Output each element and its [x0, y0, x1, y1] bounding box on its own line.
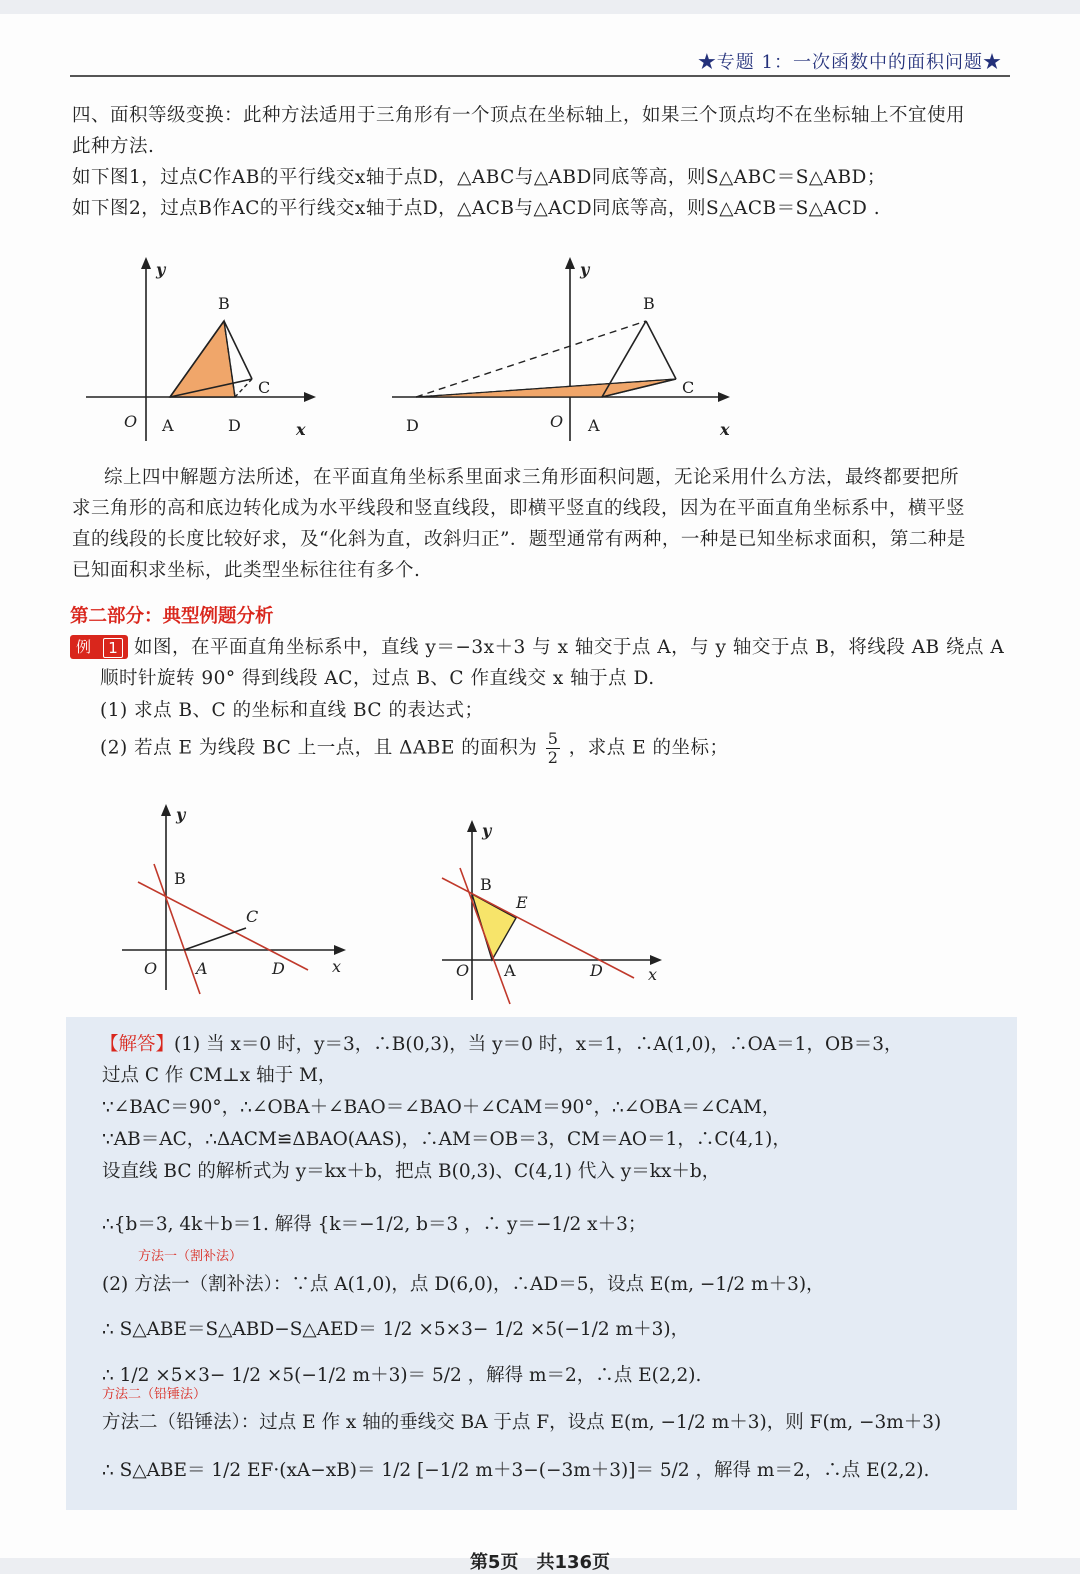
fig4-label-b: B	[480, 875, 492, 894]
fig3-x-arrow	[334, 945, 346, 955]
solution-box	[66, 1017, 1017, 1510]
frac-den: 2	[547, 748, 559, 767]
solution-method2: 方法二（铅锤法）：过点 E 作 x 轴的垂线交 BA 于点 F，设点 E(m, −1/2 m＋3)，则 F(m, −3m＋3)	[102, 1412, 942, 1433]
fig3-label-a: A	[196, 959, 208, 978]
fig2-label-a: A	[588, 416, 600, 435]
fig2-label-y: y	[580, 260, 590, 279]
fig2-label-x: x	[720, 420, 730, 439]
fig4-label-x: x	[648, 965, 658, 984]
fig1-label-o: O	[124, 412, 138, 431]
section4-line3: 如下图1，过点C作AB的平行线交x轴于点D，△ABC与△ABD同底等高，则S△ABC＝S△ABD；	[72, 167, 886, 188]
fig1-label-y: y	[156, 260, 166, 279]
solution-line6: ∴{b＝3, 4k＋b＝1. 解得 {k＝−1/2, b＝3 ，∴ y＝−1/2 x＋3；	[102, 1214, 647, 1235]
fig4-x-arrow	[650, 955, 662, 965]
fig3-label-x: x	[332, 957, 342, 976]
solution-method2-tag: 方法二（铅锤法）	[102, 1387, 207, 1402]
fig4-label-y: y	[482, 821, 492, 840]
solution-method1-c: ∴ 1/2 ×5×3− 1/2 ×5(−1/2 m＋3)＝ 5/2 ，解得 m＝2，∴点 E(2,2).	[102, 1365, 702, 1386]
fig3-label-o: O	[144, 959, 158, 978]
summary-line4: 已知面积求坐标，此类型坐标往往有多个.	[72, 560, 421, 581]
solution-method1-b: ∴ S△ABE＝S△ABD−S△AED＝ 1/2 ×5×3− 1/2 ×5(−1/2 m＋3)，	[102, 1319, 690, 1340]
fig2-label-c: C	[682, 378, 695, 397]
solution-method1: (2) 方法一（割补法）：∵点 A(1,0)，点 D(6,0)，∴AD＝5，设点 E(m, −1/2 m＋3)，	[102, 1274, 825, 1295]
section4-line4: 如下图2，过点B作AC的平行线交x轴于点D，△ACB与△ACD同底等高，则S△ACB＝S△ACD .	[72, 198, 881, 219]
fig1-y-arrow	[141, 257, 151, 269]
frac-num: 5	[547, 729, 559, 748]
summary-line2: 求三角形的高和底边转化成为水平线段和竖直线段，即横平竖直的线段，因为在平面直角坐标系中，横平竖	[72, 498, 966, 519]
solution-method1-tag: 方法一（割补法）	[138, 1249, 243, 1264]
fig4-line-bd	[442, 878, 634, 978]
example-badge-label: 例	[76, 638, 92, 656]
example-q2-tail: ，求点 E 的坐标；	[568, 737, 729, 759]
solution-line3: ∵∠BAC＝90°，∴∠OBA＋∠BAO＝∠BAO＋∠CAM＝90°，∴∠OBA＝∠CAM，	[102, 1097, 781, 1118]
section4-line1: 四、面积等级变换：此种方法适用于三角形有一个顶点在坐标轴上，如果三个顶点均不在坐标轴上不宜使用	[72, 105, 966, 126]
fig2-label-o: O	[550, 412, 564, 431]
example-q2-fraction	[546, 730, 561, 767]
figure-4	[438, 814, 678, 1014]
example-q1: (1) 求点 B、C 的坐标和直线 BC 的表达式；	[100, 700, 484, 721]
fig4-label-d: D	[590, 961, 603, 980]
part2-title: 第二部分：典型例题分析	[70, 606, 274, 627]
fig3-label-b: B	[174, 869, 186, 888]
summary-line3: 直的线段的长度比较好求，及“化斜为直，改斜归正”．题型通常有两种，一种是已知坐标求面积，第二种是	[72, 529, 966, 550]
solution-line4: ∵AB＝AC，∴ΔACM≌ΔBAO(AAS)，∴AM＝OB＝3，CM＝AO＝1，∴C(4,1)，	[102, 1129, 791, 1150]
example-line1: 如图，在平面直角坐标系中，直线 y＝−3x＋3 与 x 轴交于点 A，与 y 轴交于点 B，将线段 AB 绕点 A	[134, 637, 1005, 658]
example-badge	[70, 635, 128, 659]
section4-line2: 此种方法.	[72, 136, 155, 157]
solution-line2: 过点 C 作 CM⊥x 轴于 M，	[102, 1065, 337, 1086]
fig1-label-x: x	[296, 420, 306, 439]
fig3-label-y: y	[176, 805, 186, 824]
fig2-label-d: D	[406, 416, 419, 435]
fig3-label-c: C	[246, 907, 259, 926]
fig4-label-o: O	[456, 961, 470, 980]
fig3-segment-ac	[184, 928, 246, 950]
fig3-label-d: D	[272, 959, 285, 978]
page-header: ★专题 1：一次函数中的面积问题★	[697, 52, 1002, 73]
fig1-label-c: C	[258, 378, 271, 397]
example-q2-text: (2) 若点 E 为线段 BC 上一点，且 ΔABE 的面积为	[100, 737, 538, 759]
figure-3	[118, 794, 358, 1004]
fig1-label-b: B	[218, 294, 230, 313]
solution-s1: (1) 当 x＝0 时，y＝3，∴B(0,3)，当 y＝0 时，x＝1，∴A(1,0)，∴OA＝1，OB＝3，	[174, 1034, 903, 1055]
solution-line1	[100, 1031, 902, 1059]
solution-line5: 设直线 BC 的解析式为 y＝kx＋b，把点 B(0,3)、C(4,1) 代入 y＝kx＋b，	[102, 1161, 721, 1182]
fig2-label-b: B	[643, 294, 655, 313]
fig4-y-arrow	[467, 820, 477, 832]
example-line2: 顺时针旋转 90° 得到线段 AC，过点 B、C 作直线交 x 轴于点 D.	[100, 668, 655, 689]
example-badge-number: 1	[103, 638, 123, 658]
fig4-label-a: A	[504, 961, 516, 980]
fig1-label-a: A	[162, 416, 174, 435]
solution-tag: 【解答】	[100, 1034, 175, 1055]
figure-2	[388, 249, 748, 459]
fig3-line-bd	[138, 882, 308, 970]
fig3-y-arrow	[161, 804, 171, 816]
figure-1	[80, 249, 330, 459]
fig2-x-arrow	[718, 392, 730, 402]
fig1-x-arrow	[304, 392, 316, 402]
example-q2	[100, 730, 729, 767]
fig2-bc	[646, 321, 676, 379]
header-divider	[70, 75, 1010, 77]
fig4-triangle-abe	[472, 894, 516, 960]
fig2-y-arrow	[565, 257, 575, 269]
summary-line1: 综上四中解题方法所述，在平面直角坐标系里面求三角形面积问题，无论采用什么方法，最终都要把所	[104, 467, 960, 488]
fig1-label-d: D	[228, 416, 241, 435]
page	[0, 14, 1080, 1573]
page-footer: 第5页 共136页	[469, 1552, 611, 1573]
solution-method2-b: ∴ S△ABE＝ 1/2 EF·(xA−xB)＝ 1/2 [−1/2 m＋3−(−3m＋3)]＝ 5/2 ，解得 m＝2，∴点 E(2,2).	[102, 1460, 930, 1481]
fig4-label-e: E	[516, 893, 528, 912]
